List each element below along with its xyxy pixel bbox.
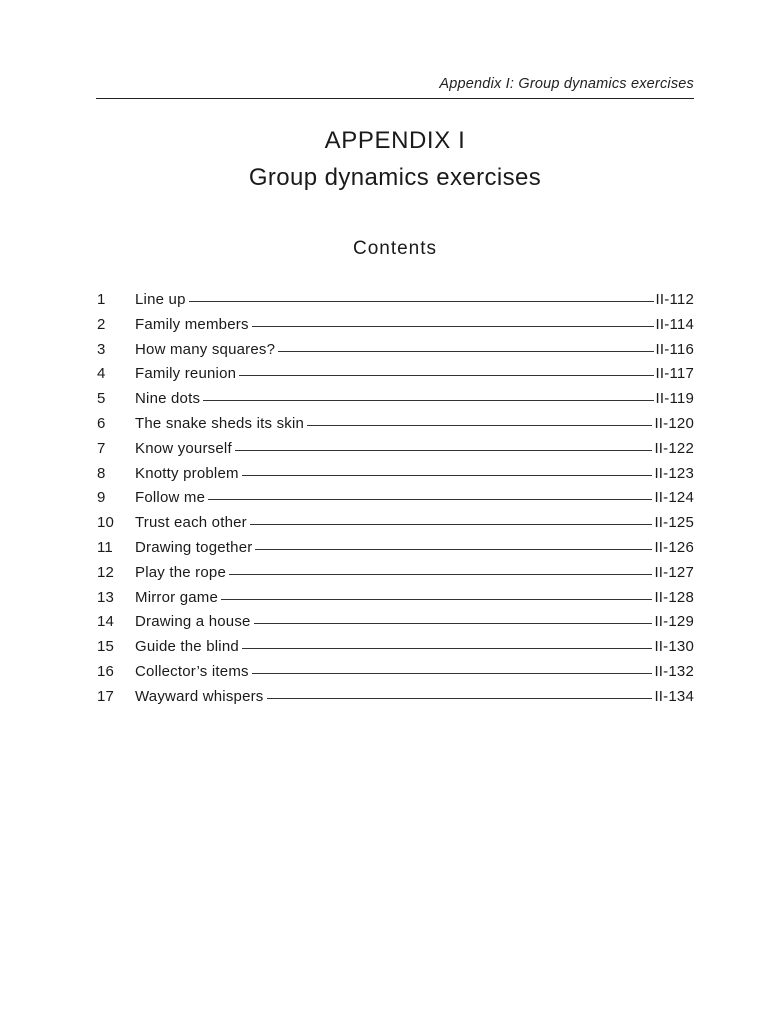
toc-item-page: II-130: [654, 638, 694, 656]
header-rule: [96, 98, 694, 99]
toc-item-page: II-128: [654, 588, 694, 606]
toc-item-page: II-129: [654, 613, 694, 631]
toc-item-number: 2: [97, 315, 106, 333]
toc-item[interactable]: [97, 564, 694, 589]
toc-item-title: Know yourself: [135, 439, 232, 457]
toc-leader-line: [267, 698, 653, 699]
toc-leader-line: [252, 673, 653, 674]
toc-item-title: Knotty problem: [135, 464, 239, 482]
toc-item-number: 9: [97, 489, 106, 507]
toc-item[interactable]: [97, 465, 694, 490]
toc-leader-line: [208, 499, 652, 500]
toc-item-number: 11: [97, 538, 113, 556]
toc-item-page: II-125: [654, 514, 694, 532]
toc-item-page: II-127: [654, 563, 694, 581]
running-header: Appendix I: Group dynamics exercises: [439, 76, 694, 92]
toc-leader-line: [278, 351, 653, 352]
toc-item-page: II-120: [654, 414, 694, 432]
toc-item-number: 13: [97, 588, 115, 606]
toc-item-number: 15: [97, 638, 115, 656]
toc-item-title: Family reunion: [135, 365, 237, 383]
toc-item-number: 8: [97, 464, 106, 482]
appendix-subtitle: Group dynamics exercises: [248, 164, 542, 191]
toc-item-number: 14: [97, 613, 115, 631]
toc-item-number: 6: [97, 414, 106, 432]
toc-item[interactable]: [97, 638, 694, 663]
toc-item-title: Play the rope: [135, 563, 226, 581]
toc-item-page: II-134: [654, 687, 694, 705]
toc-item-title: Line up: [135, 291, 186, 308]
toc-leader-line: [239, 375, 653, 376]
toc-leader-line: [255, 549, 652, 550]
toc-item[interactable]: [97, 440, 694, 465]
contents-heading: Contents: [352, 238, 438, 259]
toc-item-page: II-122: [654, 439, 694, 457]
toc-item-title: Follow me: [135, 489, 206, 507]
toc-item-title: Family members: [135, 315, 249, 333]
toc-item-number: 1: [97, 291, 106, 308]
toc-item-page: II-119: [655, 390, 694, 408]
toc-leader-line: [307, 425, 652, 426]
toc-leader-line: [254, 623, 653, 624]
toc-item[interactable]: [97, 589, 694, 614]
toc-item-title: Mirror game: [135, 588, 219, 606]
toc-item-title: Guide the blind: [135, 638, 239, 656]
toc-leader-line: [235, 450, 653, 451]
toc-item[interactable]: [97, 316, 694, 341]
toc-item[interactable]: [97, 514, 694, 539]
toc-item[interactable]: [97, 365, 694, 390]
toc-item-page: II-123: [654, 464, 694, 482]
toc-item-page: II-112: [655, 291, 694, 308]
toc-item-title: Collector’s items: [135, 662, 249, 680]
toc-leader-line: [189, 301, 654, 302]
toc-item[interactable]: [97, 291, 694, 316]
toc-leader-line: [250, 524, 653, 525]
toc-item-title: How many squares?: [135, 340, 276, 358]
toc-item-title: Nine dots: [135, 390, 201, 408]
toc-leader-line: [221, 599, 652, 600]
appendix-title: APPENDIX I: [324, 127, 466, 154]
toc-leader-line: [242, 648, 653, 649]
toc-item[interactable]: [97, 489, 694, 514]
toc-item-number: 16: [97, 662, 115, 680]
toc-leader-line: [203, 400, 653, 401]
toc-item-title: The snake sheds its skin: [135, 414, 305, 432]
toc-item-title: Trust each other: [135, 514, 247, 532]
toc-leader-line: [242, 475, 653, 476]
toc-item-page: II-132: [654, 662, 694, 680]
toc-item-page: II-114: [655, 315, 694, 333]
toc-item[interactable]: [97, 341, 694, 366]
toc-item[interactable]: [97, 390, 694, 415]
toc-item[interactable]: [97, 688, 694, 713]
toc-item-page: II-126: [654, 538, 694, 556]
toc-leader-line: [252, 326, 654, 327]
toc-leader-line: [229, 574, 652, 575]
toc-item-title: Wayward whispers: [135, 687, 264, 705]
toc-item[interactable]: [97, 663, 694, 688]
toc-item-page: II-116: [655, 340, 694, 358]
toc-item[interactable]: [97, 613, 694, 638]
toc-item-number: 12: [97, 563, 115, 581]
table-of-contents: [97, 291, 694, 713]
toc-item[interactable]: [97, 539, 694, 564]
toc-item-title: Drawing a house: [135, 613, 251, 631]
toc-item-page: II-124: [654, 489, 694, 507]
toc-item-title: Drawing together: [135, 538, 253, 556]
toc-item-number: 10: [97, 514, 115, 532]
toc-item-number: 5: [97, 390, 106, 408]
toc-item-number: 17: [97, 687, 115, 705]
toc-item-number: 7: [97, 439, 106, 457]
toc-item-page: II-117: [655, 365, 694, 383]
toc-item-number: 3: [97, 340, 106, 358]
toc-item[interactable]: [97, 415, 694, 440]
toc-item-number: 4: [97, 365, 106, 383]
